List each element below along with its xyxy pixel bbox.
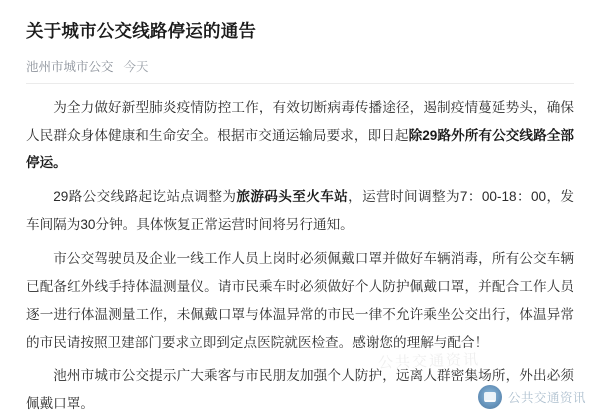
article-source: 池州市城市公交	[26, 59, 114, 74]
article-time: 今天	[123, 59, 149, 74]
watermark	[478, 385, 586, 409]
article-paragraph: 池州市城市公交提示广大乘客与市民朋友加强个人防护，远离人群密集场所，外出必须佩戴口罩。	[26, 368, 574, 412]
background-watermark-text: 公共交通资讯	[377, 351, 481, 372]
bus-logo-icon	[478, 385, 502, 409]
article-paragraph: 市公交驾驶员及企业一线工作人员上岗时必须佩戴口罩并做好车辆消毒，所有公交车辆已配备红外线手持体温测量仪。请市民乘车时必须做好个人防护佩戴口罩，并配合工作人员逐一进行体温测量工作，未佩戴口罩与体温异常的市民一律不允许乘坐公交出行，体温异常的市民请按照卫建部门要求立即到定点医院就医检查。感谢您的理解与配合！	[26, 251, 574, 350]
article-paragraph: 为全力做好新型肺炎疫情防控工作，有效切断病毒传播途径，遏制疫情蔓延势头，确保人民群众身体健康和生命安全。根据市交通运输局要求，即日起除29路外所有公交线路全部停运。	[26, 99, 574, 171]
article-paragraph: 29路公交线路起讫站点调整为旅游码头至火车站，运营时间调整为7：00-18：00，发车间隔为30分钟。具体恢复正常运营时间将另行通知。	[26, 189, 575, 233]
watermark-label: 公共交通资讯	[507, 391, 586, 405]
article-meta	[26, 57, 574, 75]
page-title: 关于城市公交线路停运的通告	[26, 21, 257, 41]
header-divider	[26, 83, 574, 84]
article-body	[26, 94, 574, 418]
